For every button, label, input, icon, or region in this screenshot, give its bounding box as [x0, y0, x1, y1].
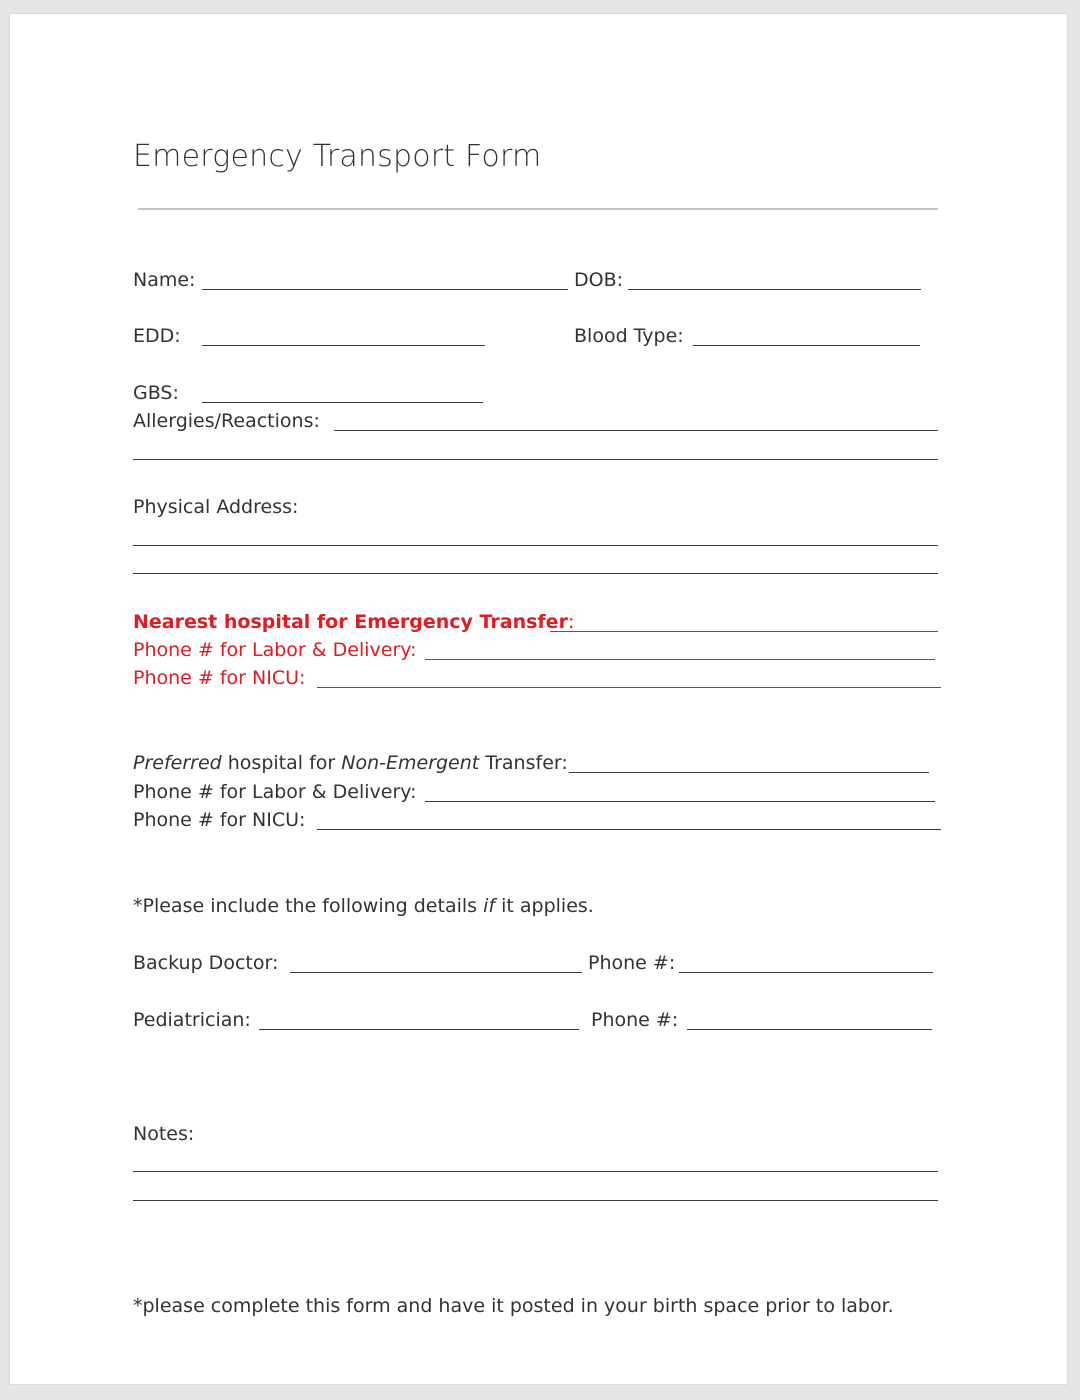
- blood-type-field[interactable]: [693, 345, 920, 346]
- address-field-line-2[interactable]: [133, 573, 938, 574]
- preferred-phone-ld-label: Phone # for Labor & Delivery:: [133, 781, 417, 803]
- preferred-word: Preferred: [133, 752, 222, 774]
- backup-doctor-label: Backup Doctor:: [133, 952, 279, 974]
- pediatrician-phone-field[interactable]: [687, 1029, 932, 1030]
- emergency-phone-nicu-label: Phone # for NICU:: [133, 667, 306, 689]
- pediatrician-field[interactable]: [259, 1029, 579, 1030]
- address-field-line-1[interactable]: [133, 545, 938, 546]
- non-emergent-word: Non-Emergent: [341, 752, 480, 774]
- title-divider: [138, 208, 938, 210]
- name-field[interactable]: [202, 289, 568, 290]
- details-note-suffix: it applies.: [495, 895, 594, 917]
- notes-field-line-2[interactable]: [133, 1200, 938, 1201]
- gbs-label: GBS:: [133, 382, 179, 404]
- dob-label: DOB:: [574, 269, 624, 291]
- nearest-hospital-field[interactable]: [550, 631, 938, 632]
- preferred-phone-ld-field[interactable]: [425, 801, 935, 802]
- preferred-hospital-label: [133, 752, 568, 774]
- dob-field[interactable]: [628, 289, 921, 290]
- gbs-field[interactable]: [202, 402, 483, 403]
- form-title: Emergency Transport Form: [133, 139, 542, 174]
- form-page: [10, 14, 1067, 1384]
- allergies-label: Allergies/Reactions:: [133, 410, 320, 432]
- nearest-hospital-colon: :: [567, 611, 575, 633]
- emergency-phone-ld-field[interactable]: [425, 659, 935, 660]
- pediatrician-label: Pediatrician:: [133, 1009, 251, 1031]
- footer-note: *please complete this form and have it posted in your birth space prior to labor.: [133, 1295, 894, 1317]
- backup-phone-label: Phone #:: [588, 952, 676, 974]
- allergies-field-line-2[interactable]: [133, 459, 938, 460]
- nearest-hospital-text: Nearest hospital for Emergency Transfer: [133, 611, 568, 633]
- name-label: Name:: [133, 269, 196, 291]
- emergency-phone-ld-label: Phone # for Labor & Delivery:: [133, 639, 417, 661]
- allergies-field[interactable]: [334, 430, 938, 431]
- physical-address-label: Physical Address:: [133, 496, 299, 518]
- details-note: [133, 895, 594, 917]
- blood-type-label: Blood Type:: [574, 325, 684, 347]
- edd-field[interactable]: [202, 345, 485, 346]
- preferred-hospital-field[interactable]: [569, 772, 929, 773]
- details-note-prefix: *Please include the following details: [133, 895, 484, 917]
- backup-phone-field[interactable]: [679, 972, 933, 973]
- preferred-phone-nicu-label: Phone # for NICU:: [133, 809, 306, 831]
- edd-label: EDD:: [133, 325, 181, 347]
- transfer-text: Transfer:: [479, 752, 568, 774]
- hospital-for-text: hospital for: [221, 752, 342, 774]
- backup-doctor-field[interactable]: [290, 972, 582, 973]
- notes-label: Notes:: [133, 1123, 195, 1145]
- nearest-hospital-label: [133, 611, 574, 633]
- emergency-phone-nicu-field[interactable]: [317, 687, 941, 688]
- notes-field-line-1[interactable]: [133, 1171, 938, 1172]
- preferred-phone-nicu-field[interactable]: [317, 829, 941, 830]
- pediatrician-phone-label: Phone #:: [591, 1009, 679, 1031]
- details-note-if: if: [483, 895, 496, 917]
